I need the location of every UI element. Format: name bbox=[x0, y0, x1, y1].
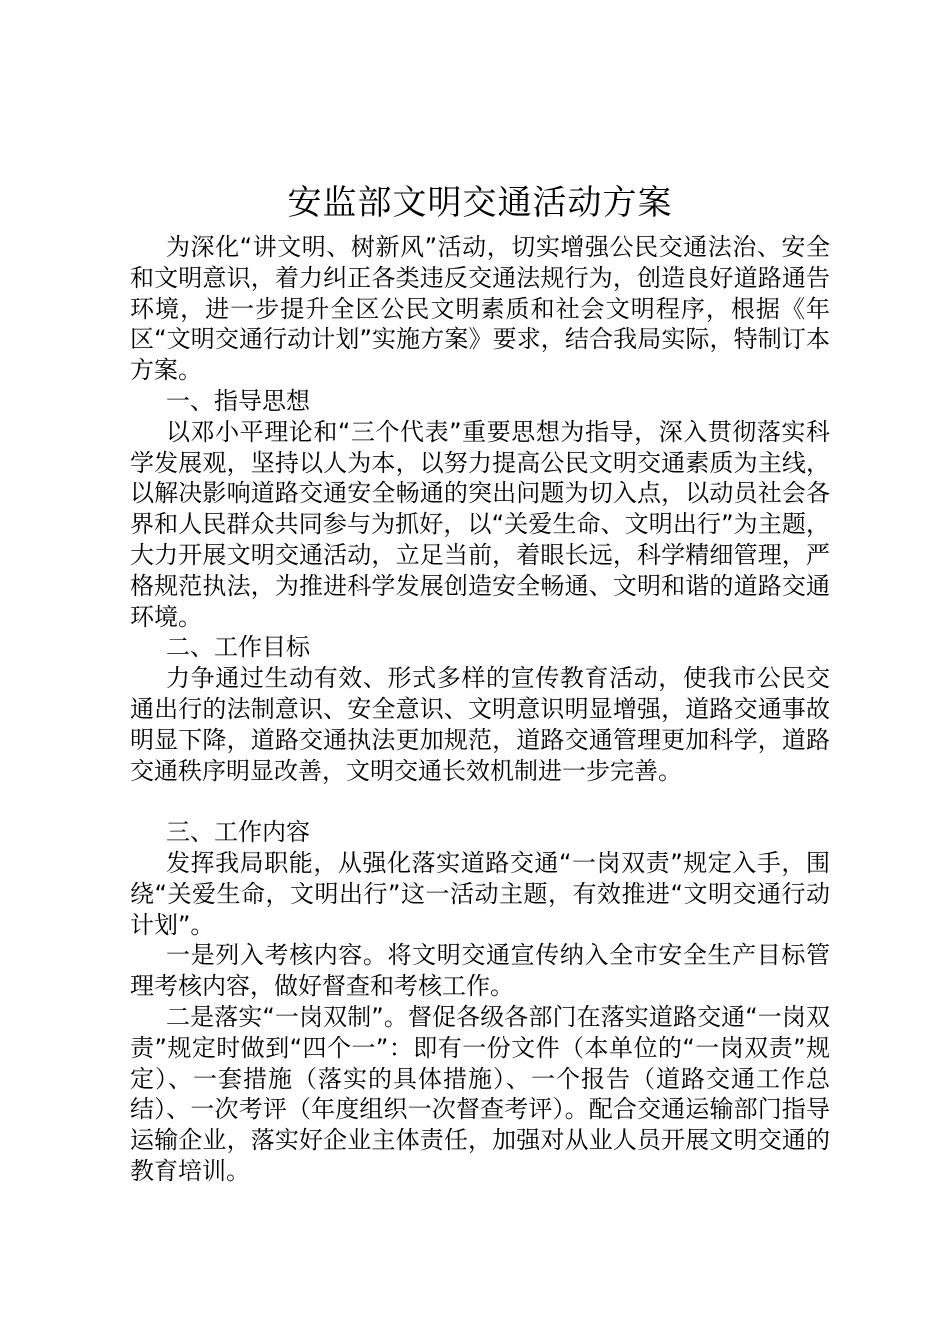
section-paragraph: 一是列入考核内容。将文明交通宣传纳入全市安全生产目标管理考核内容，做好督查和考核工作。 bbox=[130, 941, 830, 1001]
section-work-content bbox=[130, 817, 830, 1187]
document-title: 安监部文明交通活动方案 bbox=[287, 183, 673, 223]
section-paragraph: 发挥我局职能，从强化落实道路交通“一岗双责”规定入手，围绕“关爱生命，文明出行”这一活动主题，有效推进“文明交通行动计划”。 bbox=[130, 848, 830, 939]
document-page bbox=[130, 178, 830, 1187]
section-work-goals bbox=[130, 632, 830, 786]
section-heading: 三、工作内容 bbox=[166, 818, 310, 847]
section-heading: 一、指导思想 bbox=[166, 386, 310, 415]
section-heading: 二、工作目标 bbox=[166, 633, 310, 662]
intro-paragraph: 为深化“讲文明、树新风”活动，切实增强公民交通法治、安全和文明意识，着力纠正各类违反交通法规行为，创造良好道路通告环境，进一步提升全区公民文明素质和社会文明程序，根据《年区“文明交通行动计划”实施方案》要求，结合我局实际，特制订本方案。 bbox=[130, 233, 830, 385]
section-paragraph: 力争通过生动有效、形式多样的宣传教育活动，使我市公民交通出行的法制意识、安全意识、文明意识明显增强，道路交通事故明显下降，道路交通执法更加规范，道路交通管理更加科学，道路交通秩序明显改善，文明交通长效机制进一步完善。 bbox=[130, 664, 830, 785]
section-guiding-ideology bbox=[130, 386, 830, 632]
section-paragraph: 以邓小平理论和“三个代表”重要思想为指导，深入贯彻落实科学发展观，坚持以人为本，以努力提高公民文明交通素质为主线，以解决影响道路交通安全畅通的突出问题为切入点，以动员社会各界和人民群众共同参与为抓好，以“关爱生命、文明出行”为主题，大力开展文明交通活动，立足当前，着眼长远，科学精细管理，严格规范执法，为推进科学发展创造安全畅通、文明和谐的道路交通环境。 bbox=[130, 417, 830, 631]
section-paragraph: 二是落实“一岗双制”。督促各级各部门在落实道路交通“一岗双责”规定时做到“四个一”：即有一份文件（本单位的“一岗双责”规定）、一套措施（落实的具体措施）、一个报告（道路交通工作总结）、一次考评（年度组织一次督查考评）。配合交通运输部门指导运输企业，落实好企业主体责任，加强对从业人员开展文明交通的教育培训。 bbox=[130, 1002, 830, 1185]
